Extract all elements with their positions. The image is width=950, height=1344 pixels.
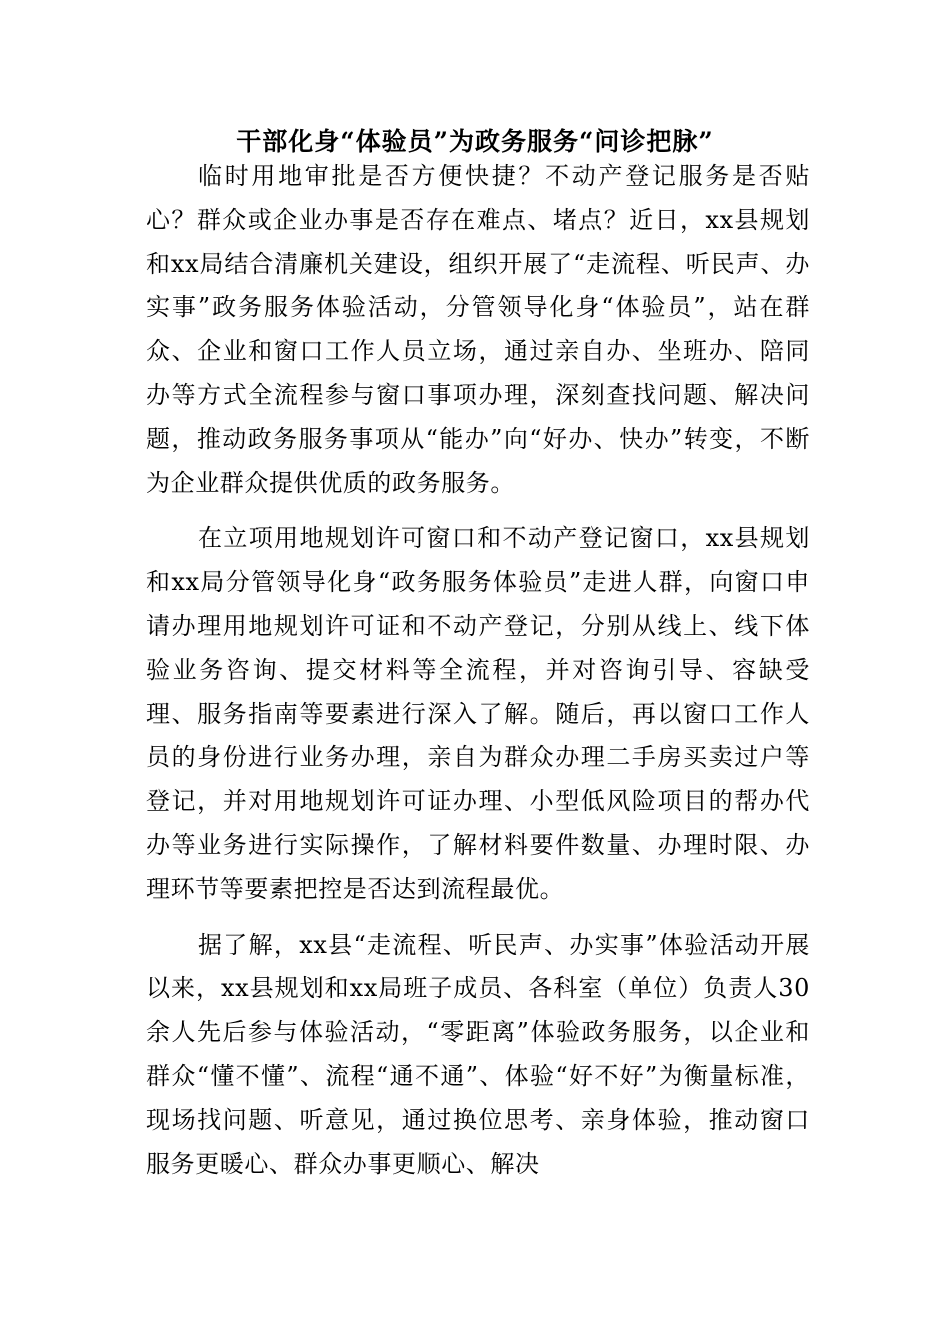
paragraph-2: 在立项用地规划许可窗口和不动产登记窗口，xx县规划和xx局分管领导化身“政务服务体验员”走进人群，向窗口申请办理用地规划许可证和不动产登记，分别从线上、线下体验业务咨询、提交材料等全流程，并对咨询引导、容缺受理、服务指南等要素进行深入了解。随后，再以窗口工作人员的身份进行业务办理，亲自为群众办理二手房买卖过户等登记，并对用地规划许可证办理、小型低风险项目的帮办代办等业务进行实际操作，了解材料要件数量、办理时限、办理环节等要素把控是否达到流程最优。 xyxy=(146,524,810,903)
paragraph-3: 据了解，xx县“走流程、听民声、办实事”体验活动开展以来，xx县规划和xx局班子成员、各科室（单位）负责人30余人先后参与体验活动，“零距离”体验政务服务，以企业和群众“懂不懂”、流程“通不通”、体验“好不好”为衡量标准，现场找问题、听意见，通过换位思考、亲身体验，推动窗口服务更暖心、群众办事更顺心、解决 xyxy=(146,930,810,1178)
document-title: 干部化身“体验员”为政务服务“问诊把脉” xyxy=(236,127,714,156)
paragraph-1: 临时用地审批是否方便快捷？不动产登记服务是否贴心？群众或企业办事是否存在难点、堵点？近日，xx县规划和xx局结合清廉机关建设，组织开展了“走流程、听民声、办实事”政务服务体验活动，分管领导化身“体验员”，站在群众、企业和窗口工作人员立场，通过亲自办、坐班办、陪同办等方式全流程参与窗口事项办理，深刻查找问题、解决问题，推动政务服务事项从“能办”向“好办、快办”转变，不断为企业群众提供优质的政务服务。 xyxy=(146,162,810,497)
document-body xyxy=(146,155,810,1198)
